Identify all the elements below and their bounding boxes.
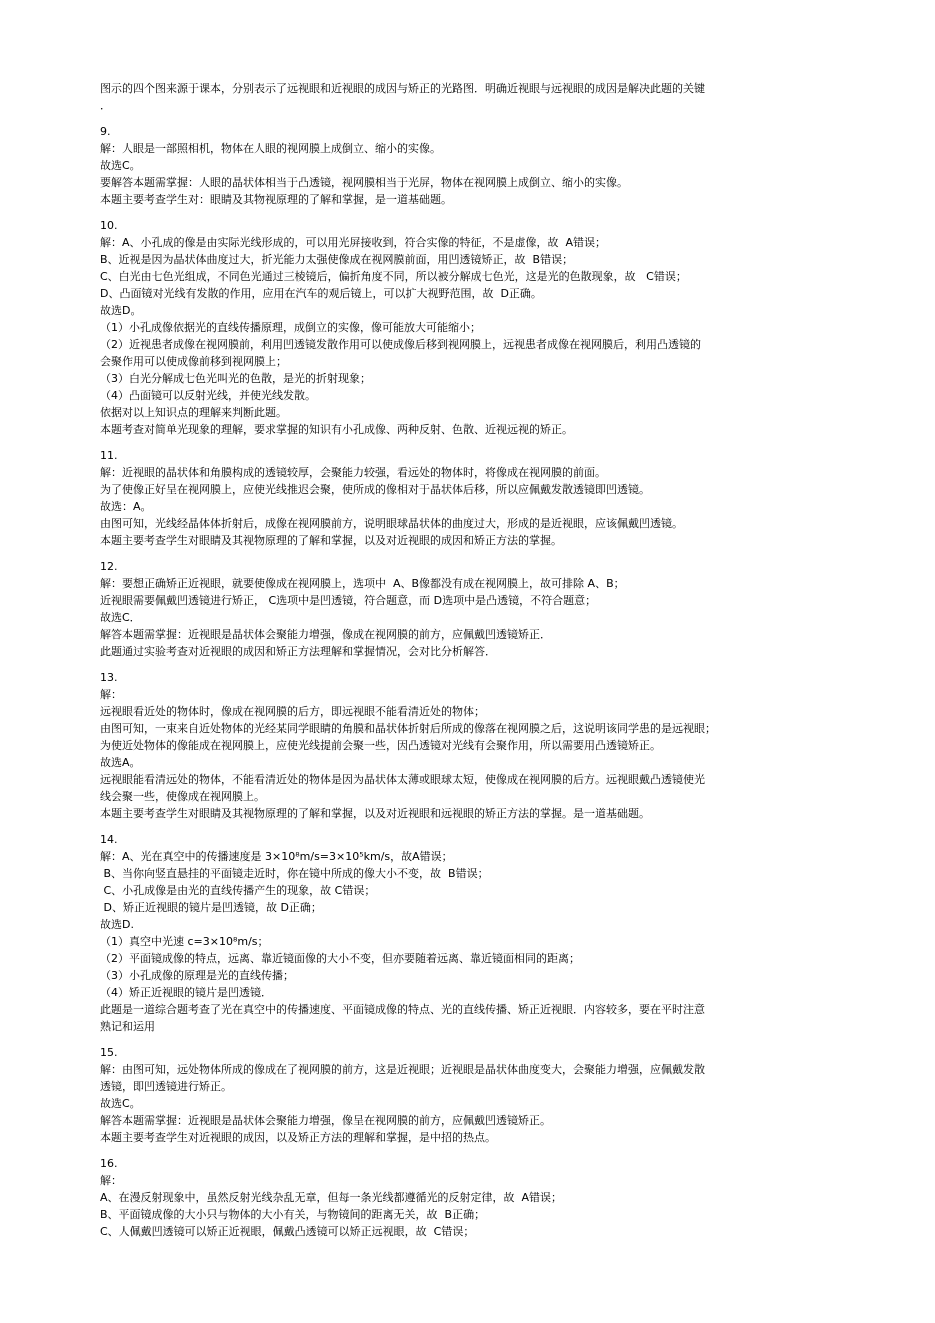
- text-line: C、人佩戴凹透镜可以矫正近视眼，佩戴凸透镜可以矫正远视眼，故 C错误；: [100, 1225, 475, 1238]
- text-line: 依据对以上知识点的理解来判断此题。: [100, 406, 287, 419]
- text-line: 本题考查对简单光现象的理解，要求掌握的知识有小孔成像、两种反射、色散、近视远视的矫正。: [100, 423, 573, 436]
- text-line: 9.: [100, 125, 111, 138]
- text-line: 故选C。: [100, 159, 141, 172]
- answer-block: [100, 1155, 822, 1240]
- text-line: 近视眼需要佩戴凹透镜进行矫正， C选项中是凹透镜，符合题意，而 D选项中是凸透镜，不符合题意；: [100, 594, 597, 607]
- text-line: 远视眼能看清远处的物体，不能看清近处的物体是因为晶状体太薄或眼球太短，使像成在视网膜的后方。远视眼戴凸透镜使光: [100, 773, 705, 786]
- text-line: 此题是一道综合题考查了光在真空中的传播速度、平面镜成像的特点、光的直线传播、矫正近视眼．内容较多，要在平时注意: [100, 1003, 705, 1016]
- answer-block: [100, 1044, 822, 1146]
- text-line: 熟记和运用: [100, 1020, 155, 1033]
- text-line: 故选C．: [100, 611, 141, 624]
- answer-block: [100, 217, 822, 438]
- text-line: 16.: [100, 1157, 118, 1170]
- answer-block: [100, 80, 822, 114]
- text-line: （3）白光分解成七色光叫光的色散，是光的折射现象；: [100, 372, 371, 385]
- text-line: 此题通过实验考查对近视眼的成因和矫正方法理解和掌握情况，会对比分析解答．: [100, 645, 496, 658]
- text-line: 本题主要考查学生对眼睛及其视物原理的了解和掌握，以及对近视眼和远视眼的矫正方法的掌握。是一道基础题。: [100, 807, 650, 820]
- text-line: C、小孔成像是由光的直线传播产生的现象，故 C错误；: [100, 884, 376, 897]
- text-line: 为了使像正好呈在视网膜上，应使光线推迟会聚，使所成的像相对于晶状体后移，所以应佩戴发散透镜即凹透镜。: [100, 483, 650, 496]
- text-line: 15.: [100, 1046, 118, 1059]
- text-line: 解：: [100, 1174, 122, 1187]
- text-line: （4）凸面镜可以反射光线，并使光线发散。: [100, 389, 316, 402]
- text-line: 本题主要考查学生对近视眼的成因，以及矫正方法的理解和掌握，是中招的热点。: [100, 1131, 496, 1144]
- text-line: 故选：A。: [100, 500, 152, 513]
- text-line: 12.: [100, 560, 118, 573]
- text-line: 解：由图可知，远处物体所成的像成在了视网膜的前方，这是近视眼；近视眼是晶状体曲度变大，会聚能力增强，应佩戴发散: [100, 1063, 705, 1076]
- text-line: 11.: [100, 449, 118, 462]
- text-line: 由图可知，光线经晶体体折射后，成像在视网膜前方，说明眼球晶状体的曲度过大，形成的是近视眼，应该佩戴凹透镜。: [100, 517, 683, 530]
- text-line: 解答本题需掌握：近视眼是晶状体会聚能力增强，像成在视网膜的前方，应佩戴凹透镜矫正．: [100, 628, 551, 641]
- text-line: B、当你向竖直悬挂的平面镜走近时，你在镜中所成的像大小不变，故 B错误；: [100, 867, 489, 880]
- text-line: （2）平面镜成像的特点，远离、靠近镜面像的大小不变，但亦要随着远离、靠近镜面相同的距离；: [100, 952, 580, 965]
- text-line: A、在漫反射现象中，虽然反射光线杂乱无章，但每一条光线都遵循光的反射定律，故 A错误；: [100, 1191, 563, 1204]
- text-line: 解：要想正确矫正近视眼，就要使像成在视网膜上，选项中 A、B像都没有成在视网膜上，故可排除 A、B；: [100, 577, 625, 590]
- text-line: 10.: [100, 219, 118, 232]
- answer-page: [100, 80, 822, 1240]
- text-line: 由图可知，一束来自近处物体的光经某同学眼睛的角膜和晶状体折射后所成的像落在视网膜之后，这说明该同学患的是远视眼；: [100, 722, 716, 735]
- text-line: B、平面镜成像的大小只与物体的大小有关，与物镜间的距离无关，故 B正确；: [100, 1208, 486, 1221]
- text-line: 要解答本题需掌握：人眼的晶状体相当于凸透镜，视网膜相当于光屏，物体在视网膜上成倒立、缩小的实像。: [100, 176, 628, 189]
- answer-block: [100, 558, 822, 660]
- text-line: （2）近视患者成像在视网膜前，利用凹透镜发散作用可以使成像后移到视网膜上，远视患者成像在视网膜后，利用凸透镜的: [100, 338, 701, 351]
- answer-block: [100, 669, 822, 822]
- text-line: ．: [100, 99, 111, 112]
- text-line: 解：近视眼的晶状体和角膜构成的透镜较厚，会聚能力较强，看远处的物体时，将像成在视网膜的前面。: [100, 466, 606, 479]
- text-line: 线会聚一些，使像成在视网膜上。: [100, 790, 265, 803]
- text-line: （1）小孔成像依据光的直线传播原理，成倒立的实像，像可能放大可能缩小；: [100, 321, 481, 334]
- text-line: B、近视是因为晶状体曲度过大，折光能力太强使像成在视网膜前面，用凹透镜矫正，故 B错误；: [100, 253, 574, 266]
- text-line: D、凸面镜对光线有发散的作用，应用在汽车的观后镜上，可以扩大视野范围，故 D正确。: [100, 287, 542, 300]
- text-line: 透镜，即凹透镜进行矫正。: [100, 1080, 232, 1093]
- text-line: 本题主要考查学生对：眼睛及其物视原理的了解和掌握，是一道基础题。: [100, 193, 452, 206]
- answer-block: [100, 447, 822, 549]
- text-line: （3）小孔成像的原理是光的直线传播；: [100, 969, 294, 982]
- text-line: 故选A。: [100, 756, 141, 769]
- text-line: 故选C。: [100, 1097, 141, 1110]
- text-line: （1）真空中光速 c=3×10⁸m/s；: [100, 935, 269, 948]
- text-line: 解：人眼是一部照相机，物体在人眼的视网膜上成倒立、缩小的实像。: [100, 142, 441, 155]
- text-line: C、白光由七色光组成，不同色光通过三棱镜后，偏折角度不同，所以被分解成七色光，这是光的色散现象，故 C错误；: [100, 270, 687, 283]
- answer-block: [100, 123, 822, 208]
- text-line: 解：A、光在真空中的传播速度是 3×10⁸m/s=3×10⁵km/s，故A错误；: [100, 850, 453, 863]
- text-line: 13.: [100, 671, 118, 684]
- text-line: 会聚作用可以使成像前移到视网膜上；: [100, 355, 287, 368]
- text-line: 解：: [100, 688, 122, 701]
- answer-block: [100, 831, 822, 1035]
- text-line: 解：A、小孔成的像是由实际光线形成的，可以用光屏接收到，符合实像的特征，不是虚像，故 A错误；: [100, 236, 607, 249]
- text-line: D、矫正近视眼的镜片是凹透镜，故 D正确；: [100, 901, 322, 914]
- text-line: 本题主要考查学生对眼睛及其视物原理的了解和掌握，以及对近视眼的成因和矫正方法的掌握。: [100, 534, 562, 547]
- text-line: 故选D。: [100, 304, 142, 317]
- text-line: （4）矫正近视眼的镜片是凹透镜．: [100, 986, 272, 999]
- text-line: 解答本题需掌握：近视眼是晶状体会聚能力增强，像呈在视网膜的前方，应佩戴凹透镜矫正。: [100, 1114, 551, 1127]
- text-line: 图示的四个图来源于课本，分别表示了远视眼和近视眼的成因与矫正的光路图．明确近视眼与远视眼的成因是解决此题的关键: [100, 82, 705, 95]
- text-line: 远视眼看近处的物体时，像成在视网膜的后方，即远视眼不能看清近处的物体；: [100, 705, 485, 718]
- text-line: 14.: [100, 833, 118, 846]
- text-line: 为使近处物体的像能成在视网膜上，应使光线提前会聚一些，因凸透镜对光线有会聚作用，所以需要用凸透镜矫正。: [100, 739, 661, 752]
- text-line: 故选D.: [100, 918, 134, 931]
